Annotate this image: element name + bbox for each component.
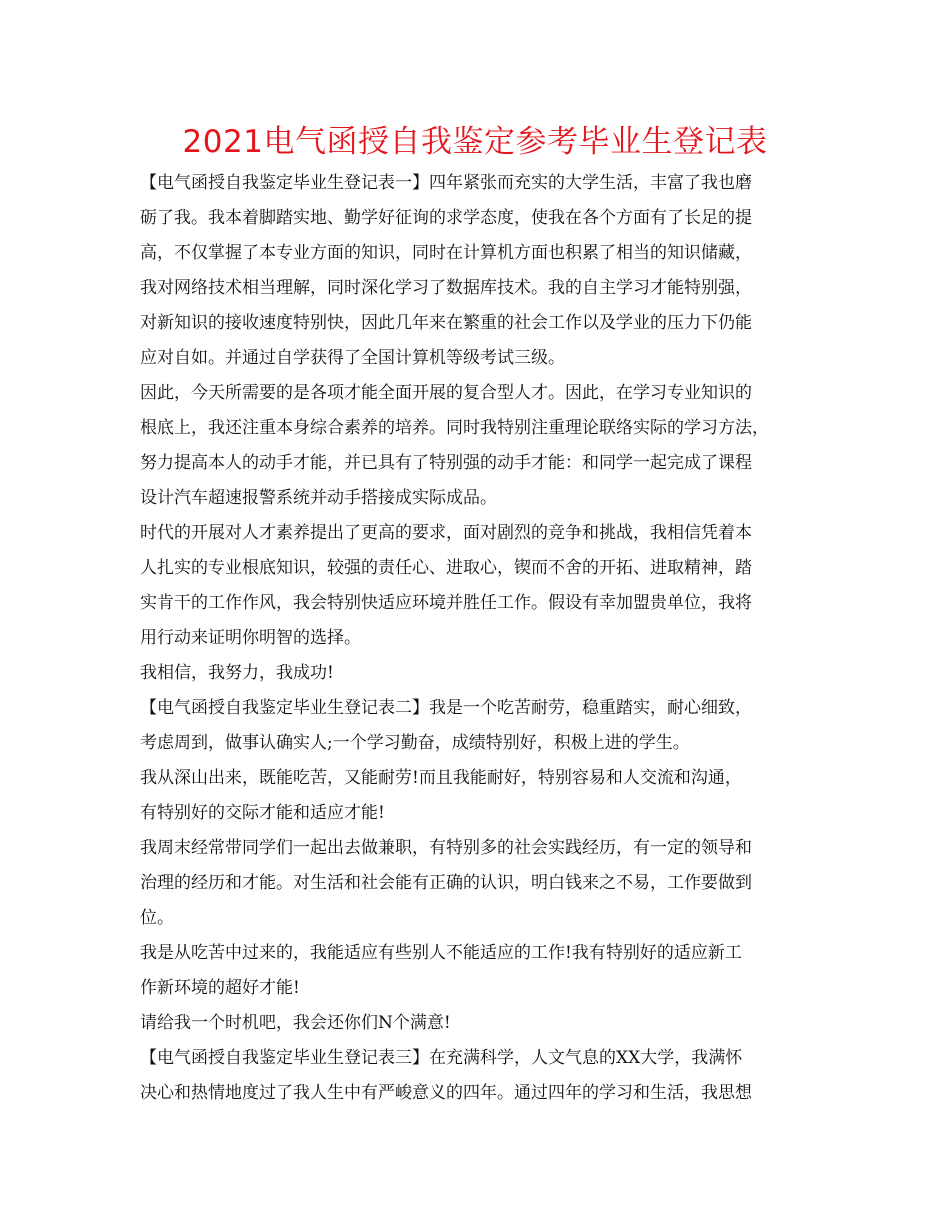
text-line: 实肯干的工作作风，我会特别快适应环境并胜任工作。假设有幸加盟贵单位，我将 — [140, 593, 752, 613]
document-title: 2021电气函授自我鉴定参考毕业生登记表 — [182, 124, 768, 160]
text-line: 高，不仅掌握了本专业方面的知识，同时在计算机方面也积累了相当的知识储藏， — [140, 243, 752, 263]
text-line: 决心和热情地度过了我人生中有严峻意义的四年。通过四年的学习和生活，我思想 — [140, 1083, 752, 1103]
text-line: 【电气函授自我鉴定毕业生登记表一】四年紧张而充实的大学生活，丰富了我也磨 — [140, 173, 752, 193]
text-line: 应对自如。并通过自学获得了全国计算机等级考试三级。 — [140, 348, 565, 368]
text-line: 因此，今天所需要的是各项才能全面开展的复合型人才。因此，在学习专业知识的 — [140, 383, 752, 403]
text-line: 根底上，我还注重本身综合素养的培养。同时我特别注重理论联络实际的学习方法， — [140, 418, 769, 438]
text-line: 治理的经历和才能。对生活和社会能有正确的认识，明白钱来之不易，工作要做到 — [140, 873, 752, 893]
text-line: 我周末经常带同学们一起出去做兼职，有特别多的社会实践经历，有一定的领导和 — [140, 838, 752, 858]
text-line: 我对网络技术相当理解，同时深化学习了数据库技术。我的自主学习才能特别强， — [140, 278, 752, 298]
text-line: 有特别好的交际才能和适应才能! — [140, 803, 385, 823]
text-line: 【电气函授自我鉴定毕业生登记表三】在充满科学，人文气息的XX大学，我满怀 — [140, 1048, 743, 1068]
text-line: 设计汽车超速报警系统并动手搭接成实际成品。 — [140, 488, 497, 508]
text-line: 人扎实的专业根底知识，较强的责任心、进取心，锲而不舍的开拓、进取精神，踏 — [140, 558, 752, 578]
text-line: 作新环境的超好才能! — [140, 978, 300, 998]
text-line: 我从深山出来，既能吃苦，又能耐劳!而且我能耐好，特别容易和人交流和沟通， — [140, 768, 742, 788]
document-body — [140, 166, 820, 1111]
text-line: 我是从吃苦中过来的，我能适应有些别人不能适应的工作!我有特别好的适应新工 — [140, 943, 742, 963]
text-line: 时代的开展对人才素养提出了更高的要求，面对剧烈的竞争和挑战，我相信凭着本 — [140, 523, 752, 543]
text-line: 用行动来证明你明智的选择。 — [140, 628, 361, 648]
text-line: 我相信，我努力，我成功! — [140, 663, 334, 683]
text-line: 位。 — [140, 908, 174, 928]
text-line: 请给我一个时机吧，我会还你们N个满意! — [140, 1013, 451, 1033]
text-line: 【电气函授自我鉴定毕业生登记表二】我是一个吃苦耐劳，稳重踏实，耐心细致， — [140, 698, 752, 718]
text-line: 努力提高本人的动手才能，并已具有了特别强的动手才能：和同学一起完成了课程 — [140, 453, 752, 473]
text-line: 对新知识的接收速度特别快，因此几年来在繁重的社会工作以及学业的压力下仍能 — [140, 313, 752, 333]
text-line: 砺了我。我本着脚踏实地、勤学好征询的求学态度，使我在各个方面有了长足的提 — [140, 208, 752, 228]
text-line: 考虑周到，做事认确实人;一个学习勤奋，成绩特别好，积极上进的学生。 — [140, 733, 690, 753]
